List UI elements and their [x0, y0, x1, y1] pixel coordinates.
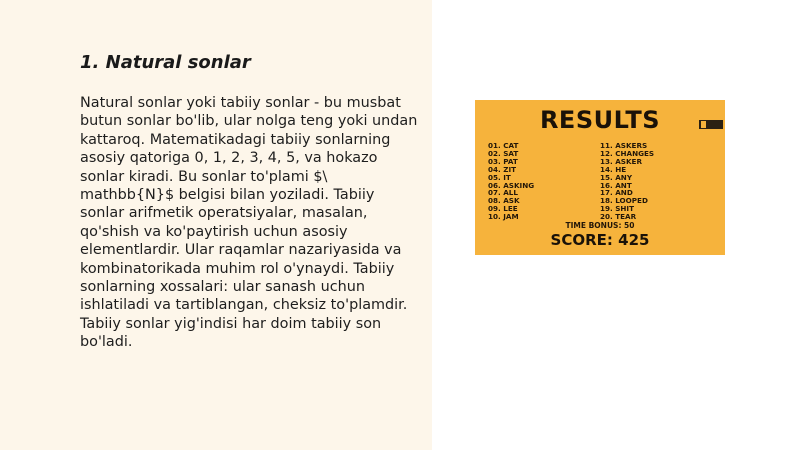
time-bonus-label: TIME BONUS: 50 — [565, 221, 635, 230]
list-item: 04. ZIT — [488, 164, 517, 174]
list-item: 10. JAM — [488, 212, 519, 222]
list-item: 06. ASKING — [488, 180, 535, 190]
corner-logo-icon — [699, 120, 723, 129]
list-item: 14. HE — [600, 164, 627, 174]
section-body-text: Natural sonlar yoki tabiiy sonlar - bu musbat butun sonlar bo'lib, ular nolga teng yoki undan kattaroq. Matematikadagi tabiiy sonlarning asosiy qatoriga 0, 1, 2, 3, 4, 5, va hokazo sonlar kiradi. Bu sonlar to'plami $\ mathbb{N}$ belgisi bilan yoziladi. Tabiiy sonlar arifmetik operatsiyalar, masalan, qo'shish va ko'paytirish uchun asosiy elementlardir. Ular raqamlar nazariyasida va kombinatorikada muhim rol o'ynaydi. Tabiiy sonlarning xossalari: ular sanash uchun ishlatiladi va tartiblangan, cheksiz to'plamdir. Tabiiy sonlar yig'indisi har doim tabiiy son bo'ladi. — [80, 95, 418, 351]
list-item: 01. CAT — [488, 141, 519, 150]
list-item: 05. IT — [488, 172, 511, 182]
results-list-left — [488, 142, 534, 221]
score-label: SCORE: 425 — [550, 231, 650, 249]
list-item: 02. SAT — [488, 148, 519, 158]
list-item: 03. PAT — [488, 156, 518, 166]
list-item: 07. ALL — [488, 188, 518, 198]
list-item: 09. LEE — [488, 204, 518, 214]
list-item: 17. AND — [600, 188, 633, 198]
list-item: 16. ANT — [600, 180, 632, 190]
list-item: 20. TEAR — [600, 212, 637, 222]
list-item: 08. ASK — [488, 196, 520, 206]
section-heading: 1. Natural sonlar — [80, 52, 251, 73]
results-image — [475, 100, 725, 255]
list-item: 19. SHIT — [600, 204, 635, 214]
list-item: 13. ASKER — [600, 156, 642, 166]
list-item: 11. ASKERS — [600, 141, 648, 150]
results-list-right — [600, 142, 654, 221]
results-title: RESULTS — [539, 106, 661, 134]
list-item: 12. CHANGES — [600, 148, 655, 158]
list-item: 18. LOOPED — [600, 196, 648, 206]
list-item: 15. ANY — [600, 172, 633, 182]
